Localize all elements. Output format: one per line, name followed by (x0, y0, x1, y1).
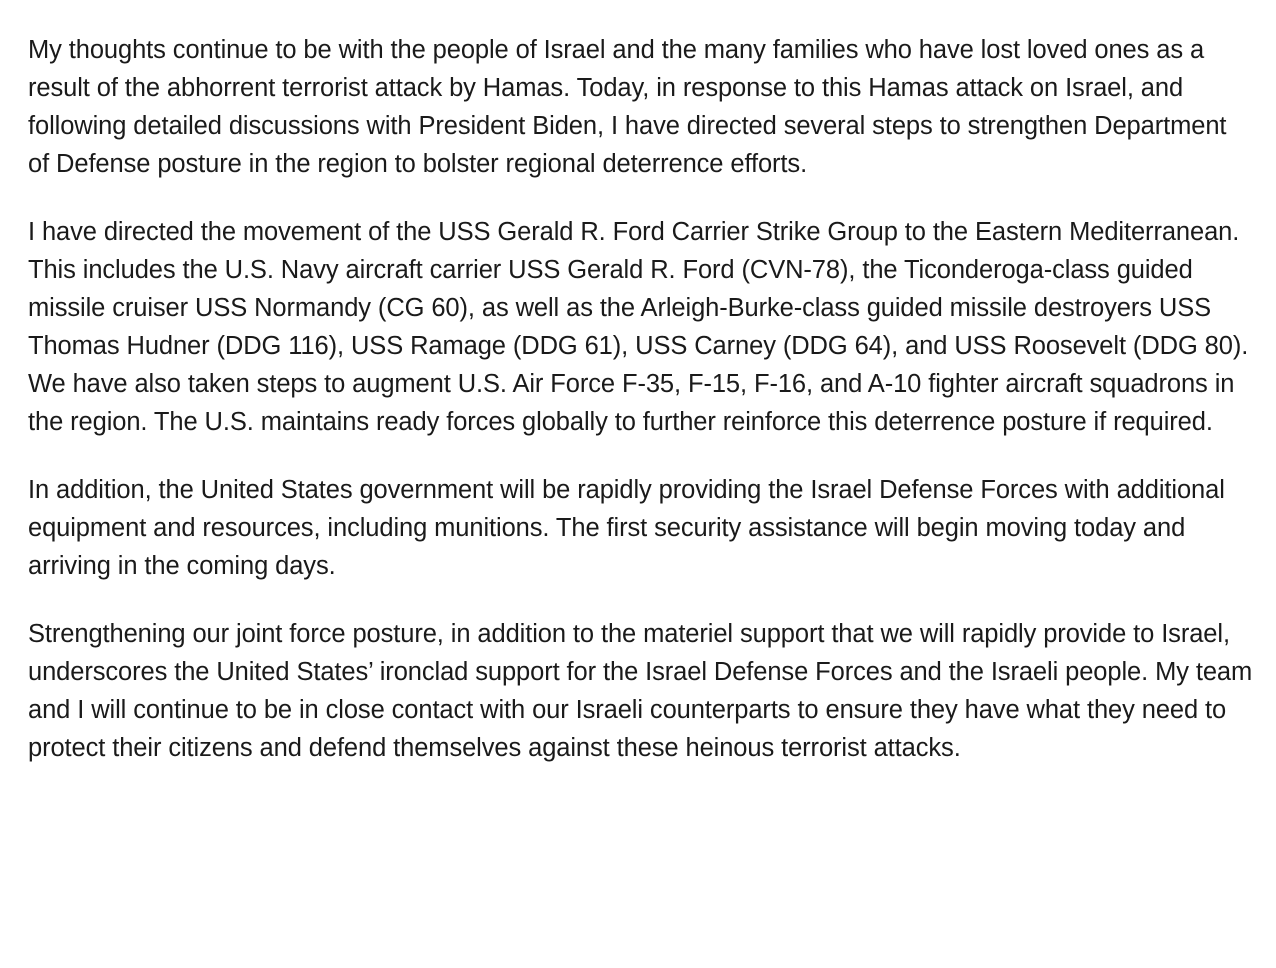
paragraph-security-assistance: In addition, the United States government will be rapidly providing the Israel Defense Forces with additional equipment and resources, including munitions. The first security assistance will begin moving today and arriving in the coming days. (28, 476, 1225, 580)
paragraph-intro: My thoughts continue to be with the people of Israel and the many families who have lost loved ones as a result of the abhorrent terrorist attack by Hamas. Today, in response to this Hamas attack on Israel, and following detailed discussions with President Biden, I have directed several steps to strengthen Department of Defense posture in the region to bolster regional deterrence efforts. (28, 36, 1227, 178)
paragraph-joint-force-posture: Strengthening our joint force posture, in addition to the materiel support that we will rapidly provide to Israel, underscores the United States’ ironclad support for the Israel Defense Forces and the Israeli people. My team and I will continue to be in close contact with our Israeli counterparts to ensure they have what they need to protect their citizens and defend themselves against these heinous terrorist attacks. (28, 620, 1253, 762)
statement-document (28, 31, 1253, 767)
paragraph-carrier-strike-group: I have directed the movement of the USS Gerald R. Ford Carrier Strike Group to the Eastern Mediterranean. This includes the U.S. Navy aircraft carrier USS Gerald R. Ford (CVN-78), the Ticonderoga-class guided missile cruiser USS Normandy (CG 60), as well as the Arleigh-Burke-class guided missile destroyers USS Thomas Hudner (DDG 116), USS Ramage (DDG 61), USS Carney (DDG 64), and USS Roosevelt (DDG 80). We have also taken steps to augment U.S. Air Force F-35, F-15, F-16, and A-10 fighter aircraft squadrons in the region. The U.S. maintains ready forces globally to further reinforce this deterrence posture if required. (28, 218, 1249, 436)
